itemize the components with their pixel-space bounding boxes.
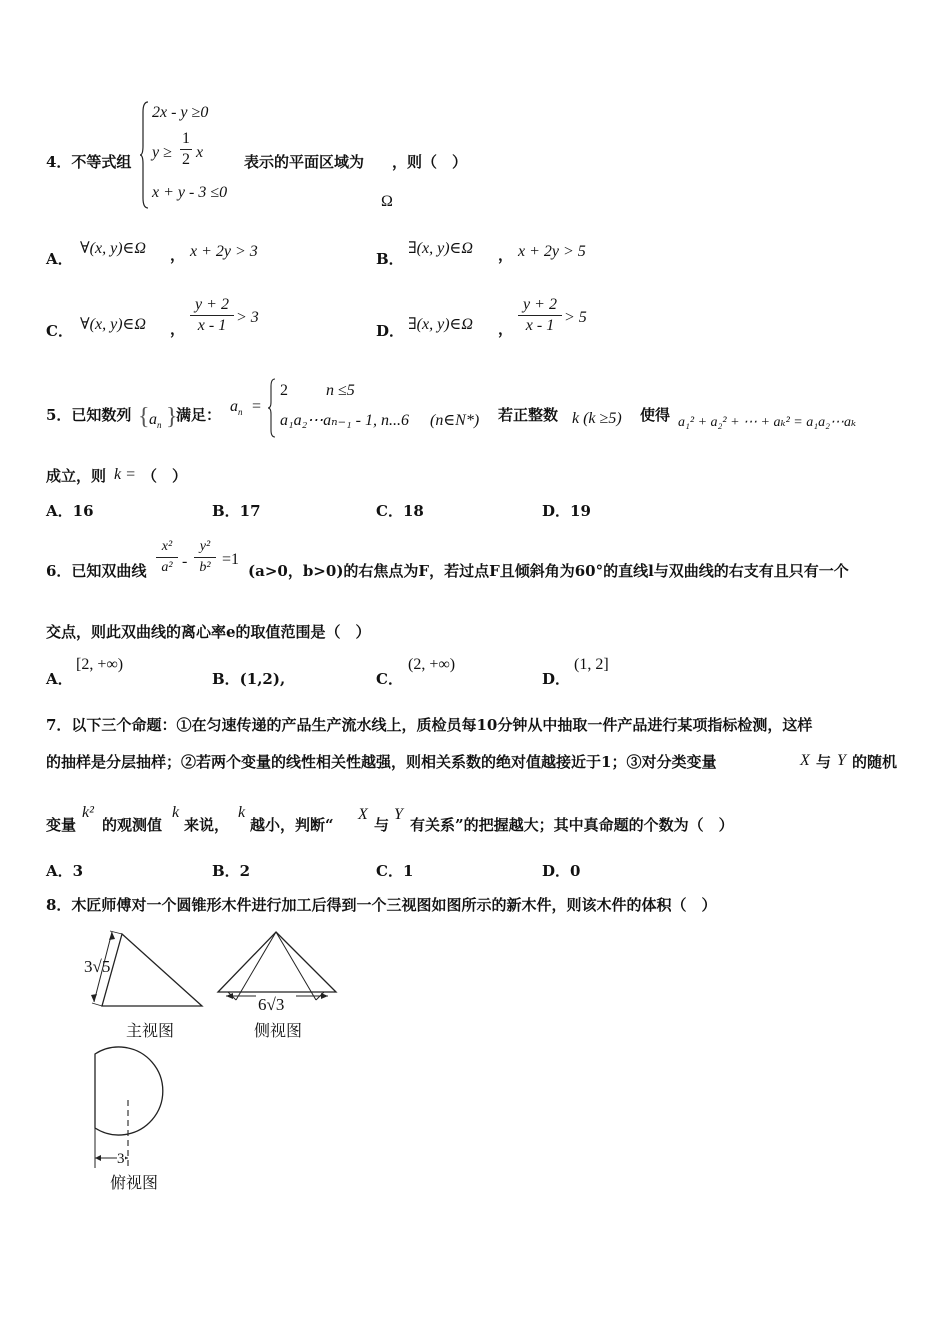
q4-optB-sep: ， bbox=[498, 246, 514, 264]
q6-frac1-bar bbox=[156, 557, 178, 558]
q5-line2-a: 成立，则 bbox=[46, 467, 107, 485]
q5-optA: A．16 bbox=[46, 502, 94, 520]
q4-optA-sep: ， bbox=[170, 246, 186, 264]
q6-frac2-den: b² bbox=[199, 560, 211, 575]
q7-line3-c: 来说， bbox=[184, 816, 230, 834]
q6-optA-val: [2, +∞) bbox=[76, 656, 124, 673]
q4-optB-ineq: x + 2y > 5 bbox=[518, 243, 586, 260]
q4-optA-ineq: x + 2y > 3 bbox=[190, 243, 258, 260]
q4-optC-sep: ， bbox=[170, 320, 186, 338]
q7-line3-b: 的观测值 bbox=[102, 816, 163, 834]
q6-stem-a: 6．已知双曲线 bbox=[46, 562, 147, 580]
q7-Y2: Y bbox=[394, 806, 403, 823]
q4-optC-label: C． bbox=[46, 322, 73, 340]
q6-minus: - bbox=[182, 553, 188, 570]
q5-case1-cond: n ≤5 bbox=[326, 382, 355, 399]
q7-line2-c: 的随机 bbox=[852, 753, 898, 771]
q4-stem-b: 表示的平面区域为 bbox=[244, 153, 365, 171]
top-view-label: 俯视图 bbox=[110, 1173, 159, 1192]
q6-optC-val: (2, +∞) bbox=[408, 656, 456, 673]
q6-frac1-num: x² bbox=[161, 539, 173, 554]
q5-an: $a_n$ bbox=[230, 398, 243, 418]
q4-fraction-num: 1 bbox=[182, 130, 190, 147]
q4-optA-quantifier: ∀(x, y)∈Ω bbox=[80, 240, 146, 257]
q7-optD: D．0 bbox=[542, 862, 581, 880]
q4-optD-fraction bbox=[518, 296, 562, 335]
q4-system-line2-b: x bbox=[196, 144, 204, 161]
q7-k2: k² bbox=[82, 804, 94, 821]
q7-k-a: k bbox=[172, 804, 180, 821]
q4-fraction-den: 2 bbox=[182, 151, 190, 168]
front-view-label: 主视图 bbox=[126, 1021, 175, 1040]
q4-optD-label: D． bbox=[376, 322, 405, 340]
q6-stem-b: (a>0，b>0)的右焦点为F，若过点F且倾斜角为60°的直线l与双曲线的右支有且只有一个 bbox=[248, 562, 849, 580]
q4-optC-fraction bbox=[190, 296, 234, 335]
q5-line2-b: （ ） bbox=[142, 467, 188, 485]
q6-optB: B．(1,2), bbox=[212, 670, 286, 688]
q5-identity: a₁² + a₂² + ⋯ + aₖ² = a₁a₂⋯aₖ bbox=[678, 415, 857, 430]
q6-optD-val: (1, 2] bbox=[574, 656, 609, 673]
q7-line3-e: 与 bbox=[374, 816, 390, 834]
q5-seq-brace-left: { bbox=[138, 404, 150, 430]
q5-seq-a: $a_n$ bbox=[149, 411, 162, 431]
q6-frac1-den: a² bbox=[161, 560, 173, 575]
q4-fraction-bar bbox=[180, 149, 192, 150]
q7-line2-b: 与 bbox=[816, 753, 832, 771]
q4-optD-quantifier: ∃(x, y)∈Ω bbox=[408, 316, 473, 333]
q7-optA: A．3 bbox=[46, 862, 84, 880]
q5-seq-brace-right: } bbox=[166, 404, 178, 430]
q6-frac1 bbox=[156, 538, 178, 577]
q4-stem-a: 4．不等式组 bbox=[46, 153, 132, 171]
q5-case1-val: 2 bbox=[280, 382, 288, 399]
q4-omega: Ω bbox=[381, 193, 393, 210]
q4-optD-bar bbox=[518, 315, 562, 316]
q5-stem-c: 若正整数 bbox=[498, 406, 559, 424]
q7-Y: Y bbox=[837, 752, 846, 769]
q4-optD-num: y + 2 bbox=[523, 296, 557, 313]
top-view-dimension: 3 bbox=[117, 1151, 125, 1167]
q4-optC-quantifier: ∀(x, y)∈Ω bbox=[80, 316, 146, 333]
q6-optD-label: D． bbox=[542, 670, 571, 688]
q4-system-line3: x + y - 3 ≤0 bbox=[152, 184, 228, 201]
q4-optB-quantifier: ∃(x, y)∈Ω bbox=[408, 240, 473, 257]
q4-system-fraction bbox=[180, 130, 192, 169]
q4-system-line1: 2x - y ≥0 bbox=[152, 104, 209, 121]
q4-optB-label: B． bbox=[376, 250, 404, 268]
q7-X2: X bbox=[358, 806, 368, 823]
q6-frac2-bar bbox=[194, 557, 216, 558]
q6-optC-label: C． bbox=[376, 670, 403, 688]
q5-case2-cond: (n∈N*) bbox=[430, 412, 480, 429]
front-view-dimension: 3√5 bbox=[84, 957, 111, 976]
q4-optC-den: x - 1 bbox=[197, 317, 227, 334]
q5-stem-d: 使得 bbox=[640, 406, 671, 424]
q5-brace-icon bbox=[268, 378, 276, 438]
q7-X: X bbox=[800, 752, 810, 769]
q4-optD-den: x - 1 bbox=[525, 317, 555, 334]
q4-brace-icon bbox=[140, 100, 150, 210]
q4-optC-rel: > 3 bbox=[236, 309, 259, 326]
q8-stem: 8．木匠师傅对一个圆锥形木件进行加工后得到一个三视图如图所示的新木件，则该木件的体积（ ） bbox=[46, 896, 717, 914]
q4-optC-num: y + 2 bbox=[195, 296, 229, 313]
top-view-diagram bbox=[88, 1050, 188, 1170]
q4-system-line2-a: y ≥ bbox=[152, 144, 172, 161]
side-view-dimension: 6√3 bbox=[258, 995, 285, 1014]
q5-k-cond: k (k ≥5) bbox=[572, 410, 622, 427]
q7-optB: B．2 bbox=[212, 862, 251, 880]
q7-line3-a: 变量 bbox=[46, 816, 77, 834]
q6-frac2 bbox=[194, 538, 216, 577]
q6-frac2-num: y² bbox=[199, 539, 211, 554]
q6-optA-label: A． bbox=[46, 670, 73, 688]
q7-line1: 7．以下三个命题：①在匀速传递的产品生产流水线上，质检员每10分钟从中抽取一件产品进行某项指标检测，这样 bbox=[46, 716, 813, 734]
q5-optD: D．19 bbox=[542, 502, 591, 520]
q6-eq1: =1 bbox=[222, 551, 240, 568]
q4-stem-c: ，则（ ） bbox=[392, 153, 468, 171]
q4-optA-label: A． bbox=[46, 250, 73, 268]
q5-eq: = bbox=[252, 398, 262, 415]
q5-stem-a: 5．已知数列 bbox=[46, 406, 132, 424]
q4-optD-sep: ， bbox=[498, 320, 514, 338]
q4-optD-rel: > 5 bbox=[564, 309, 587, 326]
q5-k-eq: k = bbox=[114, 466, 136, 483]
q7-line3-d: 越小，判断“ bbox=[250, 816, 334, 834]
q5-case2-val: a₁a₂⋯aₙ₋₁ - 1, n...6 bbox=[280, 412, 409, 429]
q6-line2: 交点，则此双曲线的离心率e的取值范围是（ ） bbox=[46, 623, 371, 641]
q4-optC-bar bbox=[190, 315, 234, 316]
side-view-label: 侧视图 bbox=[254, 1021, 303, 1040]
q5-optB: B．17 bbox=[212, 502, 261, 520]
q7-k-b: k bbox=[238, 804, 246, 821]
q7-optC: C．1 bbox=[376, 862, 414, 880]
q7-line2-a: 的抽样是分层抽样；②若两个变量的线性相关性越强，则相关系数的绝对值越接近于1；③对分类变量 bbox=[46, 753, 717, 771]
q5-optC: C．18 bbox=[376, 502, 424, 520]
q5-stem-b: 满足： bbox=[176, 406, 222, 424]
q7-line3-f: 有关系”的把握越大；其中真命题的个数为（ ） bbox=[410, 816, 734, 834]
